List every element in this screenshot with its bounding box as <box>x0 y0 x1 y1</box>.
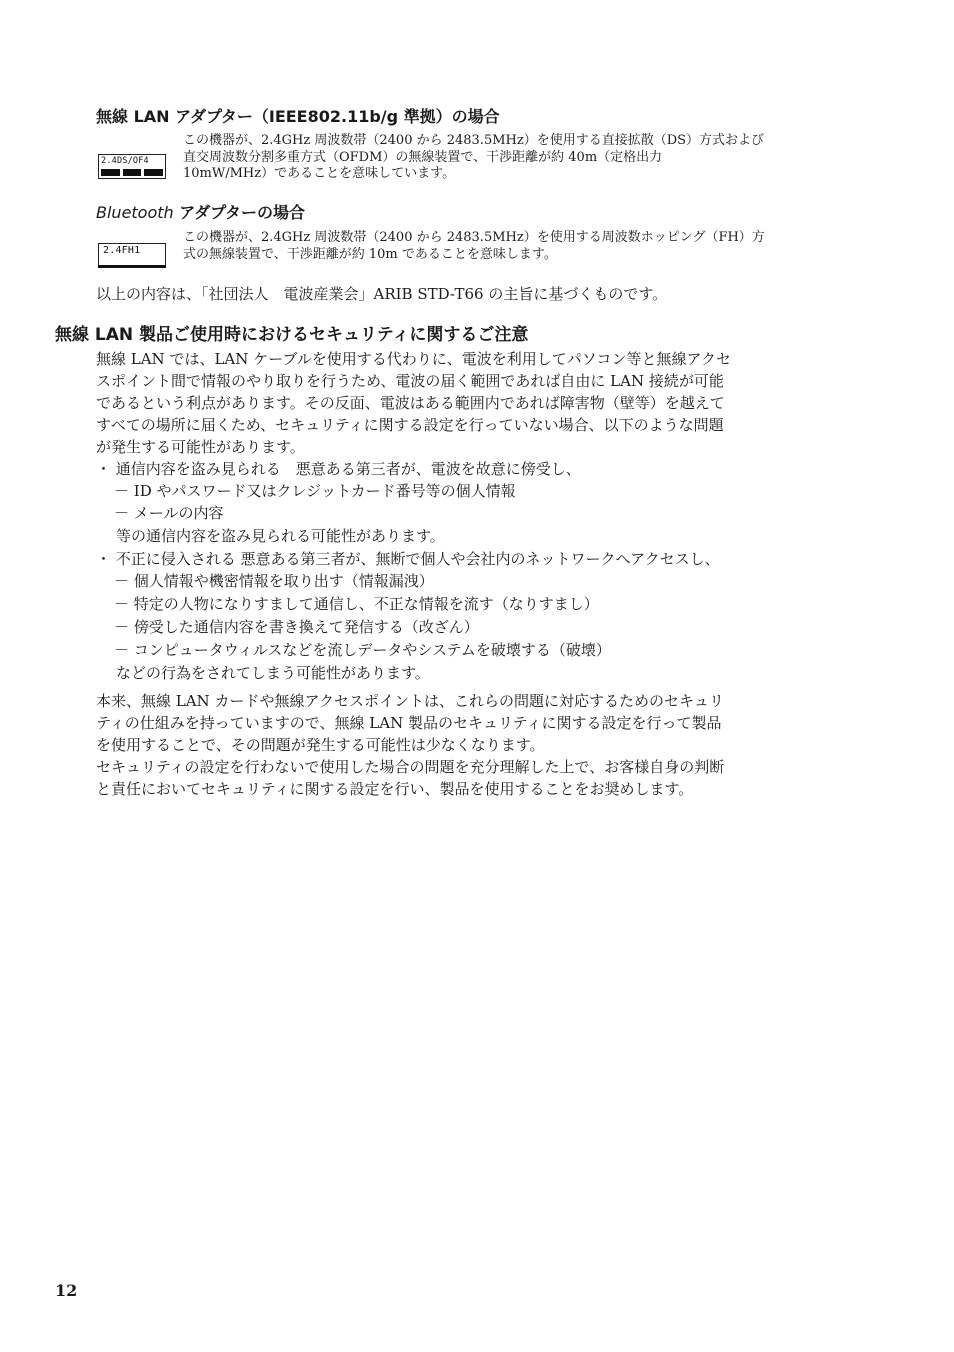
risk-intrusion-lead: ・ 不正に侵入される 悪意ある第三者が、無断で個人や会社内のネットワークへアクセスし、 <box>96 550 720 568</box>
wlan-description-line: この機器が、2.4GHz 周波数帯（2400 から 2483.5MHz）を使用する直接拡散（DS）方式および <box>183 133 765 148</box>
risk-intrusion-item: － 特定の人物になりすまして通信し、不正な情報を流す（なりすまし） <box>114 595 599 613</box>
bluetooth-description <box>183 230 765 263</box>
security-intro-line: スポイント間で情報のやり取りを行うため、電波の届く範囲であれば自由に LAN 接続が可能 <box>96 372 724 390</box>
wlan-badge-bars <box>101 169 163 176</box>
risk-eavesdrop-tail: 等の通信内容を盗み見られる可能性があります。 <box>116 527 445 545</box>
wlan-section-title: 無線 LAN アダプター（IEEE802.11b/g 準拠）の場合 <box>96 107 500 126</box>
basis-note: 以上の内容は、「社団法人 電波産業会」ARIB STD-T66 の主旨に基づくものです。 <box>96 285 668 303</box>
risk-intrusion-item: － 傍受した通信内容を書き換えて発信する（改ざん） <box>114 618 479 636</box>
security-closing-line: 本来、無線 LAN カードや無線アクセスポイントは、これらの問題に対応するためのセキュリ <box>96 692 725 710</box>
wlan-badge-label: 2.4DS/OF4 <box>101 156 149 166</box>
risk-eavesdrop-lead: ・ 通信内容を盗み見られる 悪意ある第三者が、電波を故意に傍受し、 <box>96 460 581 478</box>
security-closing-line: を使用することで、その問題が発生する可能性は少なくなります。 <box>96 736 545 754</box>
security-section-title: 無線 LAN 製品ご使用時におけるセキュリティに関するご注意 <box>55 325 529 345</box>
security-closing-line: ティの仕組みを持っていますので、無線 LAN 製品のセキュリティに関する設定を行って製品 <box>96 714 722 732</box>
security-closing-line: と責任においてセキュリティに関する設定を行い、製品を使用することをお奨めします。 <box>96 780 694 798</box>
bluetooth-frequency-badge <box>98 243 166 268</box>
wlan-description-line: 直交周波数分割多重方式（OFDM）の無線装置で、干渉距離が約 40m（定格出力 <box>183 149 663 165</box>
security-intro-line: が発生する可能性があります。 <box>96 438 305 456</box>
security-closing-line: セキュリティの設定を行わないで使用した場合の問題を充分理解した上で、お客様自身の判断 <box>96 758 725 776</box>
risk-intrusion-item: － 個人情報や機密情報を取り出す（情報漏洩） <box>114 572 434 590</box>
bluetooth-badge-label: 2.4FH1 <box>103 245 141 256</box>
risk-intrusion-item: － コンピュータウィルスなどを流しデータやシステムを破壊する（破壊） <box>114 641 611 659</box>
security-intro-line: 無線 LAN では、LAN ケーブルを使用する代わりに、電波を利用してパソコン等と無線アクセ <box>96 350 732 368</box>
bluetooth-section-title <box>96 200 305 223</box>
page-number: 12 <box>55 1281 78 1300</box>
risk-intrusion-tail: などの行為をされてしまう可能性があります。 <box>116 664 430 682</box>
security-intro-line: すべての場所に届くため、セキュリティに関する設定を行っていない場合、以下のような問題 <box>96 416 724 434</box>
wlan-description-line: 10mW/MHz）であることを意味しています。 <box>183 166 456 181</box>
bluetooth-description-line: この機器が、2.4GHz 周波数帯（2400 から 2483.5MHz）を使用する周波数ホッピング（FH）方 <box>183 230 765 245</box>
risk-eavesdrop-item: － ID やパスワード又はクレジットカード番号等の個人情報 <box>114 482 516 500</box>
security-intro-line: であるという利点があります。その反面、電波はある範囲内であれば障害物（壁等）を越えて <box>96 394 725 412</box>
wlan-frequency-badge <box>98 154 166 179</box>
bluetooth-title-rest: アダプターの場合 <box>173 203 306 222</box>
bluetooth-description-line: 式の無線装置で、干渉距離が約 10m であることを意味します。 <box>183 246 557 262</box>
wlan-description <box>183 133 764 183</box>
bluetooth-title-italic: Bluetooth <box>96 203 174 222</box>
risk-eavesdrop-item: － メールの内容 <box>114 504 224 522</box>
